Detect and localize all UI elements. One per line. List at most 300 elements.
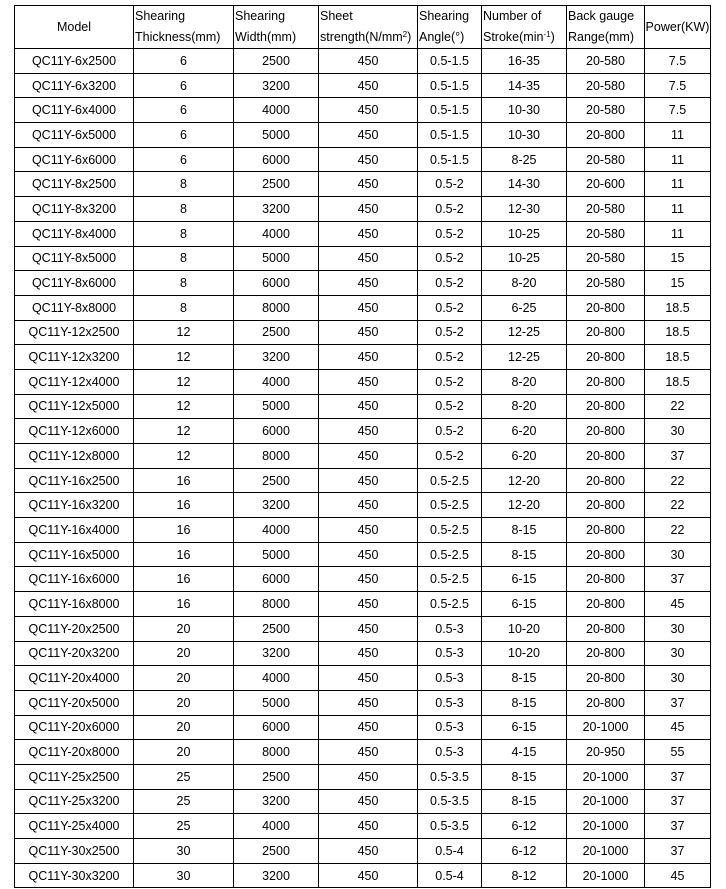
header-line: Angle(°) — [419, 30, 465, 44]
cell-thickness: 16 — [134, 592, 234, 617]
cell-strength: 450 — [319, 123, 418, 148]
cell-power: 22 — [645, 518, 711, 543]
cell-model: QC11Y-12x5000 — [15, 394, 134, 419]
cell-angle: 0.5-2 — [418, 320, 482, 345]
table-row — [15, 666, 711, 691]
cell-thickness: 12 — [134, 444, 234, 469]
cell-strength: 450 — [319, 468, 418, 493]
cell-stroke: 8-12 — [482, 863, 567, 888]
cell-width: 6000 — [234, 715, 319, 740]
table-row — [15, 740, 711, 765]
cell-thickness: 6 — [134, 98, 234, 123]
header-row — [15, 6, 711, 49]
cell-angle: 0.5-3 — [418, 666, 482, 691]
table-row — [15, 592, 711, 617]
cell-width: 4000 — [234, 221, 319, 246]
cell-width: 3200 — [234, 493, 319, 518]
header-shearing-angle — [418, 6, 482, 49]
cell-model: QC11Y-12x6000 — [15, 419, 134, 444]
cell-back-gauge: 20-950 — [567, 740, 645, 765]
cell-strength: 450 — [319, 444, 418, 469]
cell-strength: 450 — [319, 295, 418, 320]
cell-power: 7.5 — [645, 98, 711, 123]
cell-width: 3200 — [234, 73, 319, 98]
cell-power: 55 — [645, 740, 711, 765]
table-row — [15, 641, 711, 666]
cell-back-gauge: 20-1000 — [567, 789, 645, 814]
cell-thickness: 20 — [134, 666, 234, 691]
cell-power: 37 — [645, 789, 711, 814]
cell-power: 7.5 — [645, 73, 711, 98]
cell-angle: 0.5-4 — [418, 863, 482, 888]
cell-stroke: 8-15 — [482, 764, 567, 789]
cell-angle: 0.5-3 — [418, 690, 482, 715]
cell-model: QC11Y-25x3200 — [15, 789, 134, 814]
cell-thickness: 6 — [134, 123, 234, 148]
header-line: Shearing — [419, 9, 470, 23]
cell-model: QC11Y-8x4000 — [15, 221, 134, 246]
cell-power: 7.5 — [645, 49, 711, 74]
cell-angle: 0.5-1.5 — [418, 49, 482, 74]
cell-thickness: 25 — [134, 789, 234, 814]
cell-thickness: 8 — [134, 197, 234, 222]
cell-power: 11 — [645, 147, 711, 172]
cell-width: 5000 — [234, 246, 319, 271]
cell-width: 6000 — [234, 419, 319, 444]
cell-back-gauge: 20-580 — [567, 98, 645, 123]
header-line: Thickness(mm) — [135, 30, 221, 44]
cell-width: 4000 — [234, 814, 319, 839]
cell-model: QC11Y-20x6000 — [15, 715, 134, 740]
cell-strength: 450 — [319, 567, 418, 592]
header-line: Shearing — [235, 9, 286, 23]
cell-thickness: 12 — [134, 419, 234, 444]
cell-strength: 450 — [319, 592, 418, 617]
cell-thickness: 16 — [134, 518, 234, 543]
cell-model: QC11Y-12x4000 — [15, 369, 134, 394]
cell-stroke: 6-20 — [482, 419, 567, 444]
cell-thickness: 20 — [134, 690, 234, 715]
cell-angle: 0.5-2 — [418, 197, 482, 222]
cell-stroke: 16-35 — [482, 49, 567, 74]
cell-back-gauge: 20-580 — [567, 49, 645, 74]
cell-back-gauge: 20-800 — [567, 419, 645, 444]
cell-strength: 450 — [319, 518, 418, 543]
table-row — [15, 814, 711, 839]
cell-strength: 450 — [319, 863, 418, 888]
cell-angle: 0.5-2 — [418, 394, 482, 419]
cell-power: 11 — [645, 172, 711, 197]
cell-thickness: 8 — [134, 172, 234, 197]
cell-strength: 450 — [319, 542, 418, 567]
cell-width: 2500 — [234, 764, 319, 789]
table-row — [15, 246, 711, 271]
cell-back-gauge: 20-1000 — [567, 764, 645, 789]
cell-width: 4000 — [234, 518, 319, 543]
table-row — [15, 567, 711, 592]
cell-angle: 0.5-3 — [418, 641, 482, 666]
cell-stroke: 8-15 — [482, 542, 567, 567]
cell-angle: 0.5-2.5 — [418, 493, 482, 518]
cell-thickness: 25 — [134, 814, 234, 839]
cell-stroke: 6-15 — [482, 715, 567, 740]
cell-thickness: 16 — [134, 567, 234, 592]
header-line: Sheet — [320, 9, 353, 23]
cell-stroke: 8-20 — [482, 369, 567, 394]
table-row — [15, 123, 711, 148]
cell-width: 8000 — [234, 740, 319, 765]
cell-stroke: 6-15 — [482, 567, 567, 592]
table-row — [15, 73, 711, 98]
table-row — [15, 147, 711, 172]
cell-power: 37 — [645, 839, 711, 864]
cell-stroke: 6-12 — [482, 814, 567, 839]
cell-angle: 0.5-2.5 — [418, 518, 482, 543]
cell-angle: 0.5-2.5 — [418, 542, 482, 567]
cell-power: 37 — [645, 764, 711, 789]
cell-back-gauge: 20-800 — [567, 394, 645, 419]
table-row — [15, 295, 711, 320]
header-shearing-thickness — [134, 6, 234, 49]
header-power-label: Power(KW) — [645, 19, 710, 34]
cell-thickness: 30 — [134, 863, 234, 888]
cell-thickness: 20 — [134, 715, 234, 740]
cell-model: QC11Y-8x8000 — [15, 295, 134, 320]
header-model-label: Model — [56, 19, 92, 34]
cell-strength: 450 — [319, 320, 418, 345]
cell-model: QC11Y-8x6000 — [15, 271, 134, 296]
cell-width: 3200 — [234, 863, 319, 888]
cell-width: 6000 — [234, 567, 319, 592]
cell-width: 8000 — [234, 295, 319, 320]
cell-power: 18.5 — [645, 320, 711, 345]
cell-thickness: 20 — [134, 616, 234, 641]
table-row — [15, 444, 711, 469]
cell-back-gauge: 20-1000 — [567, 839, 645, 864]
cell-width: 4000 — [234, 666, 319, 691]
cell-thickness: 6 — [134, 49, 234, 74]
table-row — [15, 369, 711, 394]
cell-back-gauge: 20-600 — [567, 172, 645, 197]
header-line: Range(mm) — [568, 30, 634, 44]
table-row — [15, 49, 711, 74]
cell-width: 3200 — [234, 197, 319, 222]
table-row — [15, 839, 711, 864]
cell-back-gauge: 20-580 — [567, 221, 645, 246]
header-line: Number of — [483, 9, 542, 23]
cell-angle: 0.5-2 — [418, 345, 482, 370]
cell-stroke: 12-20 — [482, 468, 567, 493]
cell-power: 15 — [645, 271, 711, 296]
cell-back-gauge: 20-800 — [567, 493, 645, 518]
cell-angle: 0.5-2 — [418, 295, 482, 320]
cell-power: 45 — [645, 715, 711, 740]
table-header — [15, 6, 711, 49]
cell-width: 6000 — [234, 147, 319, 172]
cell-back-gauge: 20-800 — [567, 320, 645, 345]
cell-width: 3200 — [234, 789, 319, 814]
header-line: Width(mm) — [235, 30, 297, 44]
cell-back-gauge: 20-800 — [567, 444, 645, 469]
cell-strength: 450 — [319, 740, 418, 765]
cell-strength: 450 — [319, 419, 418, 444]
cell-power: 37 — [645, 690, 711, 715]
cell-stroke: 12-25 — [482, 345, 567, 370]
cell-angle: 0.5-1.5 — [418, 98, 482, 123]
cell-stroke: 14-35 — [482, 73, 567, 98]
cell-strength: 450 — [319, 616, 418, 641]
cell-angle: 0.5-2.5 — [418, 567, 482, 592]
cell-thickness: 12 — [134, 369, 234, 394]
table-row — [15, 715, 711, 740]
cell-width: 5000 — [234, 123, 319, 148]
table-row — [15, 518, 711, 543]
cell-angle: 0.5-1.5 — [418, 147, 482, 172]
cell-power: 18.5 — [645, 295, 711, 320]
cell-stroke: 12-30 — [482, 197, 567, 222]
cell-thickness: 8 — [134, 246, 234, 271]
cell-width: 8000 — [234, 592, 319, 617]
cell-stroke: 8-15 — [482, 518, 567, 543]
header-text: ) — [550, 30, 555, 44]
cell-strength: 450 — [319, 345, 418, 370]
cell-stroke: 6-25 — [482, 295, 567, 320]
cell-angle: 0.5-2 — [418, 271, 482, 296]
cell-width: 5000 — [234, 542, 319, 567]
table-row — [15, 271, 711, 296]
cell-angle: 0.5-2 — [418, 444, 482, 469]
cell-width: 6000 — [234, 271, 319, 296]
cell-thickness: 6 — [134, 147, 234, 172]
cell-stroke: 4-15 — [482, 740, 567, 765]
header-text: ) — [407, 30, 412, 44]
table-row — [15, 468, 711, 493]
cell-back-gauge: 20-1000 — [567, 814, 645, 839]
cell-power: 30 — [645, 419, 711, 444]
table-row — [15, 493, 711, 518]
cell-back-gauge: 20-580 — [567, 197, 645, 222]
cell-stroke: 8-20 — [482, 394, 567, 419]
cell-strength: 450 — [319, 690, 418, 715]
cell-width: 3200 — [234, 641, 319, 666]
cell-back-gauge: 20-800 — [567, 542, 645, 567]
header-line: Shearing — [135, 9, 186, 23]
cell-back-gauge: 20-1000 — [567, 715, 645, 740]
cell-thickness: 25 — [134, 764, 234, 789]
cell-model: QC11Y-6x2500 — [15, 49, 134, 74]
cell-back-gauge: 20-580 — [567, 246, 645, 271]
header-line — [483, 27, 566, 48]
table-row — [15, 394, 711, 419]
cell-angle: 0.5-4 — [418, 839, 482, 864]
cell-power: 37 — [645, 814, 711, 839]
cell-angle: 0.5-2 — [418, 246, 482, 271]
cell-thickness: 6 — [134, 73, 234, 98]
table-row — [15, 789, 711, 814]
cell-thickness: 8 — [134, 221, 234, 246]
cell-model: QC11Y-16x3200 — [15, 493, 134, 518]
cell-power: 30 — [645, 641, 711, 666]
table-row — [15, 221, 711, 246]
cell-stroke: 12-25 — [482, 320, 567, 345]
cell-strength: 450 — [319, 789, 418, 814]
cell-power: 11 — [645, 197, 711, 222]
cell-power: 22 — [645, 493, 711, 518]
cell-model: QC11Y-16x5000 — [15, 542, 134, 567]
cell-angle: 0.5-2.5 — [418, 592, 482, 617]
cell-stroke: 8-15 — [482, 666, 567, 691]
cell-model: QC11Y-20x4000 — [15, 666, 134, 691]
cell-stroke: 10-30 — [482, 98, 567, 123]
cell-strength: 450 — [319, 666, 418, 691]
cell-stroke: 8-20 — [482, 271, 567, 296]
header-text: strength(N/mm — [320, 30, 403, 44]
header-line: Back gauge — [568, 9, 635, 23]
cell-power: 15 — [645, 246, 711, 271]
cell-strength: 450 — [319, 715, 418, 740]
cell-back-gauge: 20-800 — [567, 690, 645, 715]
cell-thickness: 12 — [134, 394, 234, 419]
header-model — [15, 6, 134, 49]
cell-strength: 450 — [319, 764, 418, 789]
machine-spec-table — [14, 5, 711, 888]
cell-width: 4000 — [234, 98, 319, 123]
header-power — [645, 6, 711, 49]
cell-model: QC11Y-20x2500 — [15, 616, 134, 641]
cell-power: 18.5 — [645, 345, 711, 370]
cell-model: QC11Y-30x2500 — [15, 839, 134, 864]
cell-thickness: 8 — [134, 295, 234, 320]
cell-power: 22 — [645, 468, 711, 493]
cell-model: QC11Y-16x4000 — [15, 518, 134, 543]
cell-back-gauge: 20-800 — [567, 666, 645, 691]
superscript: -1 — [543, 30, 551, 39]
header-sheet-strength — [319, 6, 418, 49]
cell-model: QC11Y-30x3200 — [15, 863, 134, 888]
cell-back-gauge: 20-800 — [567, 641, 645, 666]
cell-thickness: 30 — [134, 839, 234, 864]
cell-angle: 0.5-3 — [418, 616, 482, 641]
cell-thickness: 16 — [134, 468, 234, 493]
table-row — [15, 690, 711, 715]
cell-angle: 0.5-3 — [418, 715, 482, 740]
cell-angle: 0.5-3.5 — [418, 764, 482, 789]
cell-model: QC11Y-16x8000 — [15, 592, 134, 617]
cell-stroke: 8-25 — [482, 147, 567, 172]
header-number-of-stroke — [482, 6, 567, 49]
cell-model: QC11Y-8x2500 — [15, 172, 134, 197]
cell-model: QC11Y-20x5000 — [15, 690, 134, 715]
cell-width: 4000 — [234, 369, 319, 394]
cell-stroke: 10-25 — [482, 246, 567, 271]
table-row — [15, 345, 711, 370]
cell-thickness: 12 — [134, 320, 234, 345]
cell-strength: 450 — [319, 246, 418, 271]
cell-stroke: 8-15 — [482, 690, 567, 715]
cell-thickness: 12 — [134, 345, 234, 370]
cell-strength: 450 — [319, 73, 418, 98]
cell-power: 45 — [645, 863, 711, 888]
cell-model: QC11Y-12x2500 — [15, 320, 134, 345]
cell-width: 2500 — [234, 468, 319, 493]
cell-back-gauge: 20-800 — [567, 123, 645, 148]
cell-model: QC11Y-12x8000 — [15, 444, 134, 469]
cell-power: 18.5 — [645, 369, 711, 394]
cell-model: QC11Y-6x4000 — [15, 98, 134, 123]
cell-model: QC11Y-25x2500 — [15, 764, 134, 789]
cell-back-gauge: 20-800 — [567, 468, 645, 493]
cell-angle: 0.5-2 — [418, 419, 482, 444]
cell-model: QC11Y-8x3200 — [15, 197, 134, 222]
cell-thickness: 8 — [134, 271, 234, 296]
table-row — [15, 542, 711, 567]
cell-strength: 450 — [319, 172, 418, 197]
cell-thickness: 20 — [134, 740, 234, 765]
cell-width: 2500 — [234, 616, 319, 641]
cell-strength: 450 — [319, 221, 418, 246]
cell-model: QC11Y-20x3200 — [15, 641, 134, 666]
cell-power: 37 — [645, 444, 711, 469]
cell-power: 30 — [645, 616, 711, 641]
cell-model: QC11Y-6x5000 — [15, 123, 134, 148]
cell-power: 11 — [645, 123, 711, 148]
table-row — [15, 197, 711, 222]
cell-model: QC11Y-16x6000 — [15, 567, 134, 592]
cell-power: 22 — [645, 394, 711, 419]
cell-power: 37 — [645, 567, 711, 592]
cell-model: QC11Y-6x6000 — [15, 147, 134, 172]
cell-stroke: 12-20 — [482, 493, 567, 518]
cell-power: 30 — [645, 666, 711, 691]
cell-back-gauge: 20-580 — [567, 73, 645, 98]
cell-stroke: 10-20 — [482, 616, 567, 641]
cell-back-gauge: 20-800 — [567, 369, 645, 394]
cell-back-gauge: 20-800 — [567, 518, 645, 543]
cell-angle: 0.5-3 — [418, 740, 482, 765]
cell-back-gauge: 20-580 — [567, 271, 645, 296]
cell-back-gauge: 20-800 — [567, 616, 645, 641]
cell-strength: 450 — [319, 394, 418, 419]
cell-strength: 450 — [319, 493, 418, 518]
cell-back-gauge: 20-800 — [567, 567, 645, 592]
cell-model: QC11Y-20x8000 — [15, 740, 134, 765]
table-row — [15, 616, 711, 641]
cell-strength: 450 — [319, 641, 418, 666]
cell-power: 30 — [645, 542, 711, 567]
cell-width: 8000 — [234, 444, 319, 469]
cell-width: 2500 — [234, 49, 319, 74]
cell-stroke: 8-15 — [482, 789, 567, 814]
cell-back-gauge: 20-800 — [567, 592, 645, 617]
cell-stroke: 10-25 — [482, 221, 567, 246]
cell-width: 2500 — [234, 320, 319, 345]
header-back-gauge-range — [567, 6, 645, 49]
cell-strength: 450 — [319, 98, 418, 123]
cell-model: QC11Y-6x3200 — [15, 73, 134, 98]
cell-power: 11 — [645, 221, 711, 246]
cell-angle: 0.5-2 — [418, 221, 482, 246]
cell-power: 45 — [645, 592, 711, 617]
cell-back-gauge: 20-800 — [567, 295, 645, 320]
cell-width: 2500 — [234, 839, 319, 864]
cell-strength: 450 — [319, 271, 418, 296]
table-body — [15, 49, 711, 888]
cell-stroke: 6-15 — [482, 592, 567, 617]
superscript: 2 — [402, 30, 408, 39]
cell-angle: 0.5-1.5 — [418, 73, 482, 98]
cell-model: QC11Y-25x4000 — [15, 814, 134, 839]
cell-width: 5000 — [234, 690, 319, 715]
